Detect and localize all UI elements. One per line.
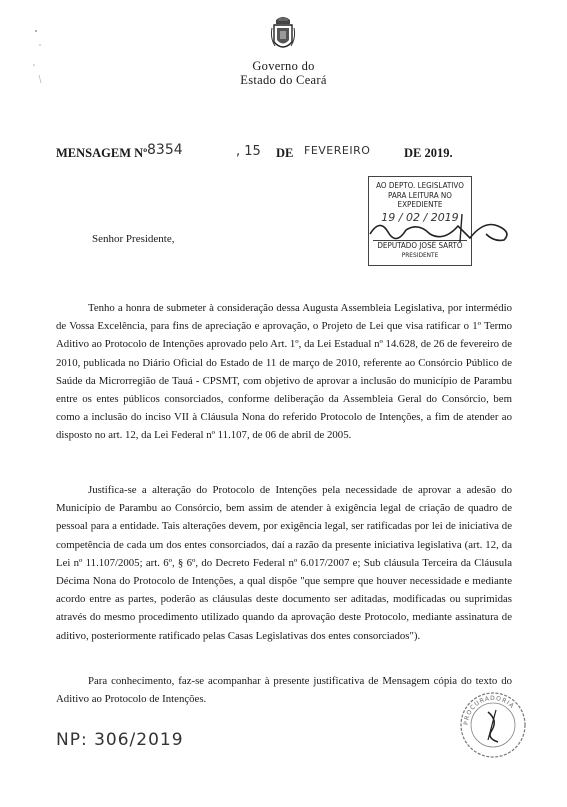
stamp-date-handwritten: 19 / 02 / 2019 <box>381 210 459 224</box>
message-header <box>56 142 476 166</box>
seal-text: PROCURADORIA <box>462 695 516 726</box>
margin-marks <box>30 25 44 85</box>
message-label: MENSAGEM Nº <box>56 146 148 160</box>
stamp-role: PRESIDENTE <box>401 250 439 259</box>
signature-scribble <box>366 212 516 248</box>
stamp-name: DEPUTADO JOSÉ SARTO <box>373 240 467 251</box>
body-paragraph-3: Para conhecimento, faz-se acompanhar à presente justificativa de Mensagem cópia do texto do Aditivo ao Protocolo de Intenções. <box>56 675 512 706</box>
state-crest-icon <box>270 14 296 54</box>
procuradoria-seal <box>458 690 528 760</box>
stamp-line-1: AO DEPTO. LEGISLATIVO <box>376 181 464 190</box>
stamp-line-2: PARA LEITURA NO EXPEDIENTE <box>388 190 452 209</box>
body-paragraph-1: Tenho a honra de submeter à consideração dessa Augusta Assembleia Legislativa, por intermédio de Vossa Excelência, para fins de apreciação e aprovação, o Projeto de Lei que visa ratificar o 1º Termo Aditivo ao Protocolo de Intenções aprovado pelo Art. 1º, da Lei Estadual nº 14.628, de 26 de fevereiro de 2010, publicada no Diário Oficial do Estado de 11 de março de 2010, referente ao Consórcio Público de Saúde da Microrregião de Tauá - CPSMT, com objetivo de aprovar a inclusão do município de Parambu entre os entes públicos consorciados, conforme deliberação da Assembleia Geral do Consórcio, bem como a inclusão do inciso VII à Cláusula Nona do referido Protocolo de Intenções, a fim de atender ao disposto no art. 12, da Lei Federal nº 11.107, de 06 de abril de 2005. <box>56 302 512 442</box>
message-number-handwritten: 8354 <box>147 142 183 158</box>
salutation: Senhor Presidente, <box>92 233 175 245</box>
letterhead-line-1: Governo do <box>252 59 315 73</box>
body-paragraph-2: Justifica-se a alteração do Protocolo de Intenções pela necessidade de aprovar a adesão do Município de Parambu ao Consórcio, bem assim de atender à exigência legal de criação de quadro de pessoal para a entidade. Tais alterações devem, por exigência legal, ser ratificadas por lei de iniciativa de competência de cada um dos entes consorciados, daí a razão da presente iniciativa legislativa (art. 12, da Lei nº 11.107/2005; art. 6º, § 6º, do Decreto Federal nº 6.017/2007 e; Sub cláusula Terceira da Cláusula Décima Nona do Protocolo de Intenções, a qual dispõe "que sempre que houver necessidade e mediante acordo entre as partes, poderão as cláusulas deste documento ser aditadas, modificadas ou suprimidas através do mesmo procedimento utilizado quando da aprovação deste Protocolo, mediante assinatura de aditivo, posteriormente ratificado pelas Casas Legislativas dos entes consorciados"). <box>56 484 512 642</box>
date-year: DE 2019. <box>404 146 453 160</box>
date-day-handwritten: , 15 <box>236 144 261 159</box>
svg-text:PROCURADORIA <box>463 695 516 725</box>
date-month-handwritten: FEVEREIRO <box>304 144 371 157</box>
letterhead-line-2: Estado do Ceará <box>240 73 327 87</box>
date-de-1: DE <box>276 146 294 160</box>
protocol-number-handwritten: NP: 306/2019 <box>56 730 184 750</box>
